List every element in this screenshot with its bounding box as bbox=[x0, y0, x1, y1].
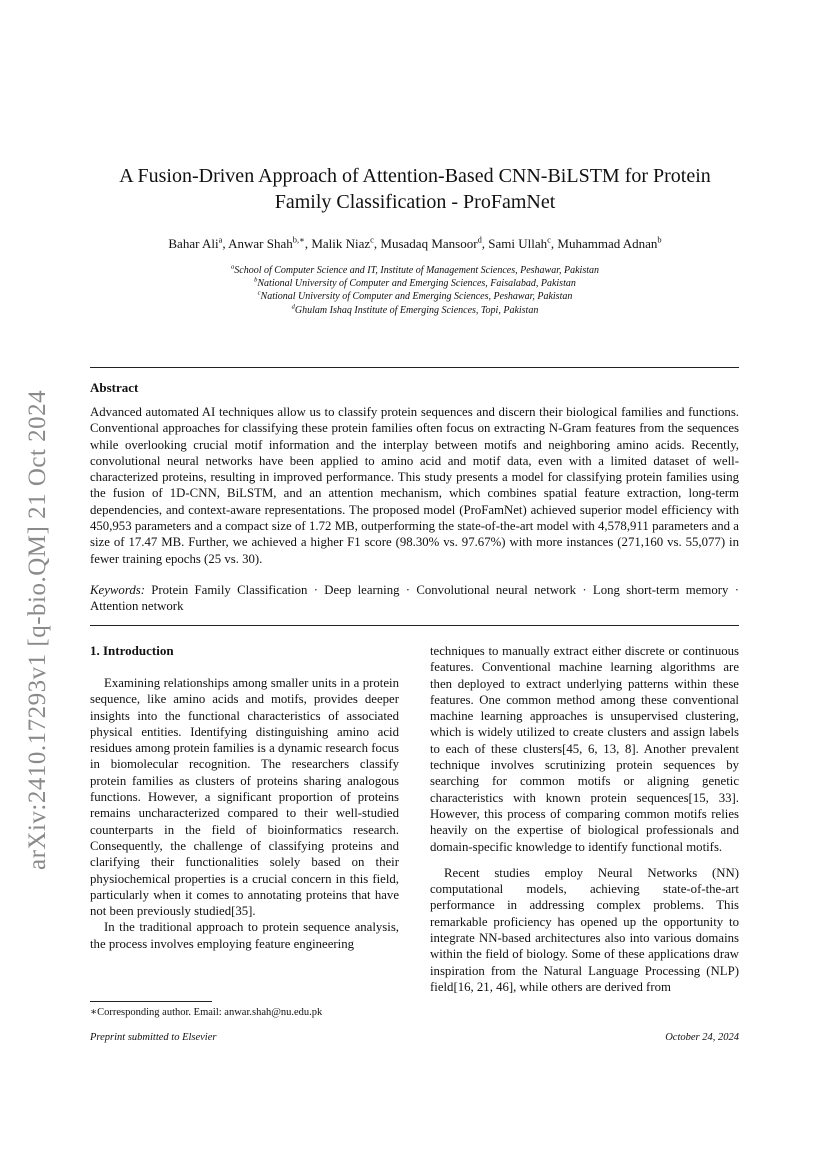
author-list: Bahar Ali$^a$, Anwar Shah$^{b,∗}$, Malik Niaz$^c$, Musadaq Mansoor$^d$, Sami Ullah$^c$, Muhammad Adnan$^b$ bbox=[168, 234, 662, 251]
footer-journal: Preprint submitted to Elsevier bbox=[90, 1032, 217, 1043]
paragraph: In the traditional approach to protein sequence analysis, the process involves employing feature engineering bbox=[90, 920, 399, 951]
author: Anwar Shah$^{b,∗}$ bbox=[228, 234, 305, 251]
footnote: ∗Corresponding author. Email: anwar.shah@nu.edu.pk bbox=[90, 1007, 323, 1018]
author: Bahar Ali$^a$ bbox=[168, 234, 223, 251]
affiliation: $^d$Ghulam Ishaq Institute of Emerging Sciences, Topi, Pakistan bbox=[291, 303, 539, 316]
left-column bbox=[90, 675, 399, 952]
author: Musadaq Mansoor$^d$ bbox=[380, 234, 482, 251]
paragraph: techniques to manually extract either discrete or continuous features. Conventional machine learning algorithms are then deployed to extract underlying patterns within these features. One common method among these conventional machine learning approaches is unsupervised clustering, which is widely utilized to create clusters and assign labels to each of these clusters[45, 6, 13, 8]. Another prevalent technique involves scrutinizing protein sequences by searching for common motifs or aligning genetic characteristics with known protein sequences[15, 33]. However, this process of comparing common motifs relies heavily on the expertise of biological professionals and domain-specific knowledge to identify functional motifs. bbox=[430, 644, 739, 854]
affiliation-list bbox=[90, 264, 740, 317]
paragraph: Examining relationships among smaller units in a protein sequence, like amino acids and motifs, provides deeper insights into the functional characteristics of associated physical entities. Identifying distinguishing amino acid residues among protein families is a dynamic research focus in biomolecular recognition. The researchers classify protein families as clusters of proteins sharing analogous functions. However, a significant proportion of proteins remains uncharacterized compared to their well-studied counterparts in the field of bioinformatics research. Consequently, the challenge of classifying proteins and clarifying their functionalities solely based on their physiochemical properties is a crucial concern in this field, particularly when it comes to annotating proteins that have not been previously studied[35]. bbox=[90, 676, 399, 919]
abstract-bottom-rule bbox=[90, 625, 739, 626]
author: Muhammad Adnan$^b$ bbox=[557, 234, 662, 251]
abstract-text: Advanced automated AI techniques allow us to classify protein sequences and discern their biological families and functions. Conventional approaches for classifying these protein families often focus on extracting N-Gram features from the sequences while overlooking crucial motif information and the interplay between motifs and neighboring amino acids. Recently, convolutional neural networks have been applied to amino acid and motif data, even with a limited dataset of well-characterized proteins, resulting in improved performance. This study presents a model for classifying protein families using the fusion of 1D-CNN, BiLSTM, and an attention mechanism, which combines spatial feature extraction, long-term dependencies, and context-aware representations. The proposed model (ProFamNet) achieved superior model efficiency with 450,953 parameters and a compact size of 1.72 MB, outperforming the state-of-the-art model with 4,578,911 parameters and a size of 17.47 MB. Further, we achieved a higher F1 score (98.30% vs. 97.67%) with more instances (271,160 vs. 55,077) in fewer training epochs (25 vs. 30). bbox=[90, 405, 739, 566]
keywords bbox=[90, 582, 739, 615]
affiliation: $^c$National University of Computer and Emerging Sciences, Peshawar, Pakistan bbox=[257, 290, 573, 303]
affiliation: $^a$School of Computer Science and IT, Institute of Management Sciences, Peshawar, Pakistan bbox=[231, 263, 599, 276]
author: Sami Ullah$^c$ bbox=[488, 234, 551, 251]
keywords-text: Protein Family Classification · Deep learning · Convolutional neural network · Long short-term memory · Attention network bbox=[90, 583, 739, 614]
paper-title: A Fusion-Driven Approach of Attention-Based CNN-BiLSTM for Protein Family Classification - ProFamNet bbox=[119, 165, 711, 213]
right-column bbox=[430, 643, 739, 995]
arxiv-stamp: arXiv:2410.17293v1 [q-bio.QM] 21 Oct 2024 bbox=[24, 389, 51, 870]
abstract-top-rule bbox=[90, 367, 739, 368]
footer-date: October 24, 2024 bbox=[665, 1032, 739, 1043]
paragraph: Recent studies employ Neural Networks (NN) computational models, achieving state-of-the-art performance in addressing complex problems. This remarkable proficiency has opened up the opportunity to integrate NN-based architectures also into various domains within the field of biology. Some of these applications draw inspiration from the Natural Language Processing (NLP) field[16, 21, 46], while others are derived from bbox=[430, 865, 739, 994]
footnote-rule bbox=[90, 1001, 212, 1002]
section-heading: 1. Introduction bbox=[90, 643, 174, 658]
abstract-heading: Abstract bbox=[90, 380, 139, 395]
keywords-label: Keywords: bbox=[90, 583, 145, 597]
affiliation: $^b$National University of Computer and Emerging Sciences, Faisalabad, Pakistan bbox=[254, 276, 576, 290]
author: Malik Niaz$^c$ bbox=[311, 234, 374, 251]
